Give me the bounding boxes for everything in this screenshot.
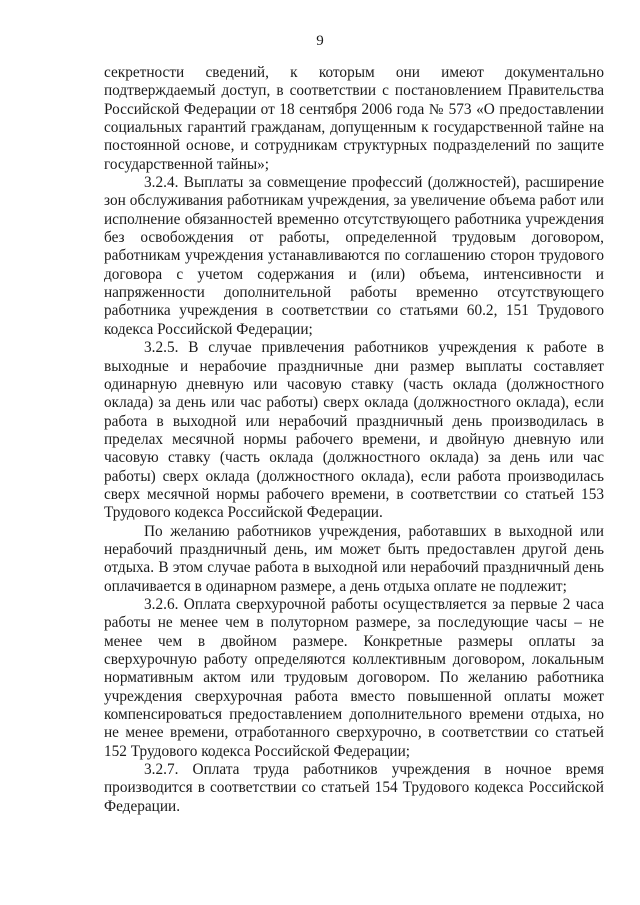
paragraph-3-2-5: 3.2.5. В случае привлечения работников учреждения к работе в выходные и нерабочие праздничные дни размер выплаты составляет одинарную дневную или часовую ставку (часть оклада (должностного оклада) за день или час работы) сверх оклада (должностного оклада), если работа в выходной или нерабочий праздничный день производилась в пределах месячной нормы рабочего времени, и двойную дневную или часовую ставку (часть оклада (должностного оклада) за день или час работы) сверх оклада (должностного оклада), если работа производилась сверх месячной нормы рабочего времени, в соответствии со статьей 153 Трудового кодекса Российской Федерации. xyxy=(104,339,604,522)
paragraph-3-2-4: 3.2.4. Выплаты за совмещение профессий (должностей), расширение зон обслуживания работникам учреждения, за увеличение объема работ или исполнение обязанностей временно отсутствующего работника учреждения без освобождения от работы, определенной трудовым договором, работникам учреждения устанавливаются по соглашению сторон трудового договора с учетом содержания и (или) объема, интенсивности и напряженности дополнительной работы временно отсутствующего работника учреждения в соответствии со статьями 60.2, 151 Трудового кодекса Российской Федерации; xyxy=(104,174,604,338)
paragraph-day-off-option: По желанию работников учреждения, работавших в выходной или нерабочий праздничный день, им может быть предоставлен другой день отдыха. В этом случае работа в выходной или нерабочий праздничный день оплачивается в одинарном размере, а день отдыха оплате не подлежит; xyxy=(104,522,604,595)
page-number: 9 xyxy=(316,33,324,49)
paragraph-3-2-7: 3.2.7. Оплата труда работников учреждения в ночное время производится в соответствии со статьей 154 Трудового кодекса Российской Федерации. xyxy=(104,761,604,815)
document-body xyxy=(104,64,604,816)
paragraph-3-2-6: 3.2.6. Оплата сверхурочной работы осуществляется за первые 2 часа работы не менее чем в полуторном размере, за последующие часы – не менее чем в двойном размере. Конкретные размеры оплаты за сверхурочную работу определяются коллективным договором, локальным нормативным актом или трудовым договором. По желанию работника учреждения сверхурочная работа вместо повышенной оплаты может компенсироваться предоставлением дополнительного времени отдыха, но не менее времени, отработанного сверхурочно, в соответствии со статьей 152 Трудового кодекса Российской Федерации; xyxy=(104,595,604,760)
paragraph-secrecy-continuation: секретности сведений, к которым они имеют документально подтверждаемый доступ, в соответствии с постановлением Правительства Российской Федерации от 18 сентября 2006 года № 573 «О предоставлении социальных гарантий гражданам, допущенным к государственной тайне на постоянной основе, и сотрудникам структурных подразделений по защите государственной тайны»; xyxy=(104,64,604,173)
